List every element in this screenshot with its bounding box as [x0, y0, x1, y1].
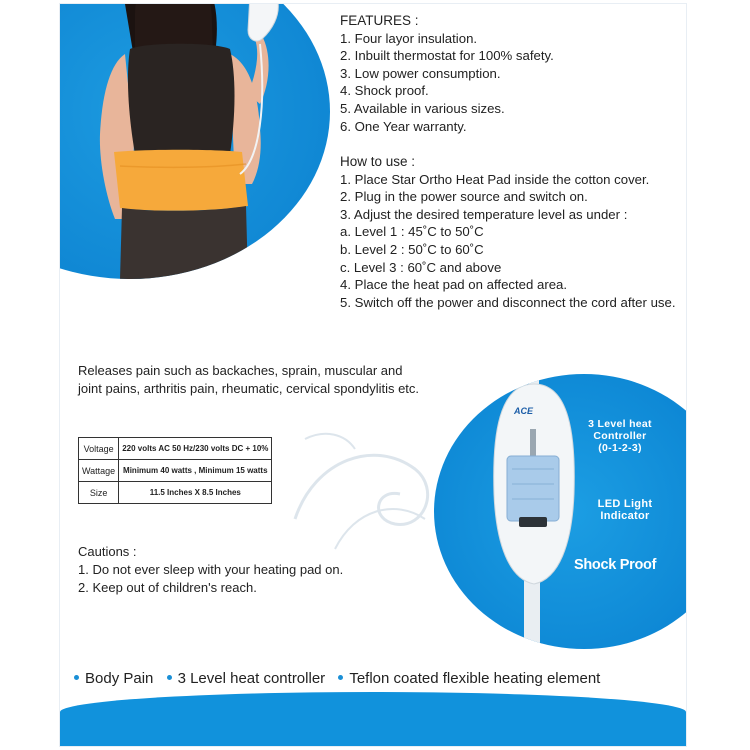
- bullet-dot-icon: [74, 675, 79, 680]
- product-sheet: [60, 4, 686, 746]
- bullet-item: [338, 670, 600, 687]
- spec-value: 220 volts AC 50 Hz/230 volts DC + 10%: [119, 438, 272, 460]
- bullet-dot-icon: [338, 675, 343, 680]
- how-to-use-title: How to use :: [340, 154, 416, 169]
- spec-value: Minimum 40 watts , Minimum 15 watts: [119, 460, 272, 482]
- step-item: 1. Place Star Ortho Heat Pad inside the cotton cover.: [340, 171, 650, 187]
- features-section: [340, 12, 685, 135]
- step-item: c. Level 3 : 60˚C and above: [340, 259, 502, 275]
- cautions-section: [78, 543, 378, 597]
- label-line: LED Light: [597, 498, 653, 510]
- table-row: [79, 482, 272, 504]
- step-item: 5. Switch off the power and disconnect the cord after use.: [340, 294, 676, 310]
- bullet-dot-icon: [167, 675, 172, 680]
- brand-logo: ACE: [514, 406, 534, 416]
- table-row: [79, 460, 272, 482]
- spec-value: 11.5 Inches X 8.5 Inches: [119, 482, 272, 504]
- features-title: FEATURES :: [340, 13, 419, 28]
- table-row: [79, 438, 272, 460]
- bottom-blue-band: [60, 692, 686, 746]
- feature-item: 2. Inbuilt thermostat for 100% safety.: [340, 48, 554, 64]
- bullet-text: Body Pain: [85, 670, 154, 687]
- bullet-item: [74, 670, 153, 687]
- bullet-item: [167, 670, 326, 687]
- step-item: 2. Plug in the power source and switch on.: [340, 189, 588, 205]
- shock-proof-label: Shock Proof: [574, 557, 657, 573]
- feature-item: 1. Four layor insulation.: [340, 30, 478, 46]
- spec-table: [78, 437, 272, 504]
- cautions-title: Cautions :: [78, 544, 137, 559]
- step-item: 4. Place the heat pad on affected area.: [340, 277, 568, 293]
- woman-heat-pad-illustration: [60, 4, 330, 279]
- label-line: Indicator: [600, 510, 650, 522]
- caution-item: 2. Keep out of children's reach.: [78, 580, 257, 595]
- spec-key: Wattage: [79, 460, 119, 482]
- feature-item: 4. Shock proof.: [340, 83, 429, 99]
- feature-item: 6. One Year warranty.: [340, 118, 467, 134]
- led-indicator-label: [570, 498, 680, 522]
- label-line: Controller: [593, 430, 647, 442]
- feature-item: 3. Low power consumption.: [340, 65, 501, 81]
- label-line: (0-1-2-3): [598, 442, 642, 454]
- decorative-swirl-icon: [275, 399, 455, 559]
- spec-key: Size: [79, 482, 119, 504]
- spec-key: Voltage: [79, 438, 119, 460]
- releases-paragraph: [78, 362, 418, 398]
- releases-line: joint pains, arthritis pain, rheumatic, cervical spondylitis etc.: [78, 381, 420, 396]
- bullet-text: 3 Level heat controller: [177, 670, 326, 687]
- step-item: a. Level 1 : 45˚C to 50˚C: [340, 224, 484, 240]
- model-photo-circle: [60, 4, 330, 279]
- how-to-use-section: [340, 153, 685, 311]
- releases-line: Releases pain such as backaches, sprain, muscular and: [78, 363, 403, 378]
- label-line: 3 Level heat: [588, 418, 652, 430]
- caution-item: 1. Do not ever sleep with your heating pad on.: [78, 562, 344, 577]
- step-item: 3. Adjust the desired temperature level as under :: [340, 206, 628, 222]
- step-item: b. Level 2 : 50˚C to 60˚C: [340, 241, 484, 257]
- feature-bullets: [74, 670, 684, 687]
- controller-levels-label: [560, 418, 680, 454]
- feature-item: 5. Available in various sizes.: [340, 100, 505, 116]
- bullet-text: Teflon coated flexible heating element: [349, 670, 601, 687]
